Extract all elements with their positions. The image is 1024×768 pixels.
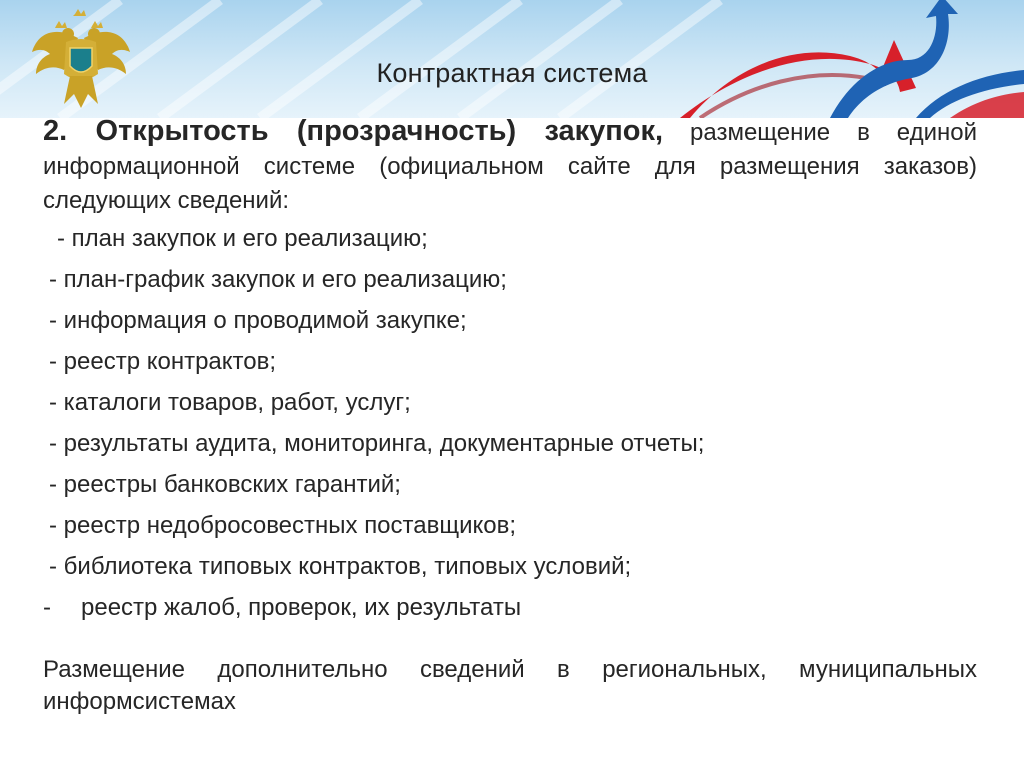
disclosure-list <box>43 218 977 628</box>
list-item: - каталоги товаров, работ, услуг; <box>49 389 411 416</box>
list-item: - реестр контрактов; <box>49 348 277 375</box>
list-item: - реестр недобросовестных поставщиков; <box>49 512 517 539</box>
list-item: - реестры банковских гарантий; <box>49 471 401 498</box>
list-item: - информация о проводимой закупке; <box>49 307 467 334</box>
section-heading: 2. Открытость (прозрачность) закупок, <box>43 115 664 147</box>
slide-header <box>0 0 1024 118</box>
list-item-text: реестр жалоб, проверок, их результаты <box>81 594 522 621</box>
slide-content <box>43 114 977 718</box>
list-item: - библиотека типовых контрактов, типовых условий; <box>49 553 632 580</box>
list-dash: - <box>43 594 51 621</box>
footer-paragraph: Размещение дополнительно сведений в региональных, муниципальных информсистемах <box>43 656 977 715</box>
list-item: - план закупок и его реализацию; <box>57 225 428 252</box>
list-item <box>43 587 977 628</box>
intro-paragraph <box>43 114 977 218</box>
list-item: - результаты аудита, мониторинга, документарные отчеты; <box>49 430 705 457</box>
slide-title: Контрактная система <box>376 58 648 88</box>
list-item: - план-график закупок и его реализацию; <box>49 266 507 293</box>
intro-text: размещение в единой информационной системе (официальном сайте для размещения заказов) следующих сведений: <box>43 119 977 214</box>
